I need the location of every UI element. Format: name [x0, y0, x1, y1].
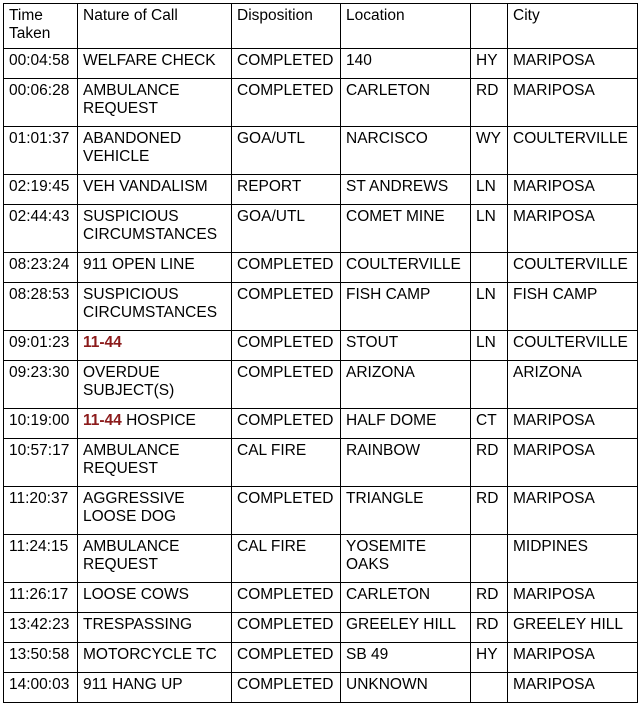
nature-text: WELFARE CHECK	[83, 52, 216, 69]
table-row	[4, 583, 638, 613]
cell-location: ST ANDREWS	[341, 175, 471, 205]
cell-location: NARCISCO	[341, 127, 471, 175]
cell-location: 140	[341, 49, 471, 79]
cell-city: FISH CAMP	[508, 283, 638, 331]
header-time-taken: Time Taken	[4, 4, 78, 49]
nature-text: SUSPICIOUS CIRCUMSTANCES	[83, 286, 218, 321]
table-header	[4, 4, 638, 49]
nature-text: SUSPICIOUS CIRCUMSTANCES	[83, 208, 218, 243]
table-row	[4, 673, 638, 703]
table-row	[4, 175, 638, 205]
cell-nature-of-call	[78, 79, 232, 127]
cell-location: YOSEMITE OAKS	[341, 535, 471, 583]
cell-time-taken: 08:28:53	[4, 283, 78, 331]
table-row	[4, 127, 638, 175]
cell-disposition: COMPLETED	[232, 613, 341, 643]
cell-street-suffix: WY	[471, 127, 508, 175]
cell-city: MARIPOSA	[508, 583, 638, 613]
cell-nature-of-call	[78, 613, 232, 643]
cell-disposition: GOA/UTL	[232, 205, 341, 253]
cell-time-taken: 02:19:45	[4, 175, 78, 205]
cell-disposition: REPORT	[232, 175, 341, 205]
nature-text: AMBULANCE REQUEST	[83, 82, 180, 117]
cell-city: COULTERVILLE	[508, 253, 638, 283]
cell-street-suffix: RD	[471, 487, 508, 535]
cell-nature-of-call	[78, 535, 232, 583]
cell-disposition: GOA/UTL	[232, 127, 341, 175]
cell-city: COULTERVILLE	[508, 127, 638, 175]
cell-nature-of-call	[78, 487, 232, 535]
cell-city: MARIPOSA	[508, 175, 638, 205]
table-row	[4, 613, 638, 643]
cell-city: GREELEY HILL	[508, 613, 638, 643]
cell-nature-of-call	[78, 331, 232, 361]
cell-city: MIDPINES	[508, 535, 638, 583]
table-row	[4, 253, 638, 283]
nature-text: 911 OPEN LINE	[83, 256, 195, 273]
nature-text: VEH VANDALISM	[83, 178, 208, 195]
cell-city: COULTERVILLE	[508, 331, 638, 361]
table-row	[4, 331, 638, 361]
nature-text: AMBULANCE REQUEST	[83, 442, 180, 477]
cell-location: UNKNOWN	[341, 673, 471, 703]
cell-location: STOUT	[341, 331, 471, 361]
table-row	[4, 643, 638, 673]
cell-street-suffix: HY	[471, 643, 508, 673]
cell-location: COULTERVILLE	[341, 253, 471, 283]
cell-street-suffix: HY	[471, 49, 508, 79]
cell-street-suffix	[471, 253, 508, 283]
cell-time-taken: 11:24:15	[4, 535, 78, 583]
header-street-suffix	[471, 4, 508, 49]
nature-text: AGGRESSIVE LOOSE DOG	[83, 490, 185, 525]
cell-location: CARLETON	[341, 79, 471, 127]
cell-city: MARIPOSA	[508, 205, 638, 253]
cell-location: HALF DOME	[341, 409, 471, 439]
cell-time-taken: 10:19:00	[4, 409, 78, 439]
cell-street-suffix: CT	[471, 409, 508, 439]
cell-disposition: COMPLETED	[232, 361, 341, 409]
cell-time-taken: 02:44:43	[4, 205, 78, 253]
cell-street-suffix: RD	[471, 583, 508, 613]
cell-nature-of-call	[78, 361, 232, 409]
cell-time-taken: 00:04:58	[4, 49, 78, 79]
cell-nature-of-call	[78, 205, 232, 253]
table-row	[4, 283, 638, 331]
nature-text: TRESPASSING	[83, 616, 193, 633]
call-log-table	[3, 3, 638, 703]
cell-nature-of-call	[78, 283, 232, 331]
cell-street-suffix	[471, 673, 508, 703]
nature-text: HOSPICE	[121, 412, 196, 429]
cell-disposition: COMPLETED	[232, 409, 341, 439]
cell-nature-of-call	[78, 49, 232, 79]
cell-time-taken: 14:00:03	[4, 673, 78, 703]
cell-street-suffix: LN	[471, 175, 508, 205]
cell-street-suffix: LN	[471, 331, 508, 361]
cell-city: MARIPOSA	[508, 79, 638, 127]
cell-street-suffix: LN	[471, 205, 508, 253]
cell-nature-of-call	[78, 409, 232, 439]
header-row	[4, 4, 638, 49]
table-row	[4, 535, 638, 583]
cell-nature-of-call	[78, 583, 232, 613]
call-code-highlight: 11-44	[83, 334, 122, 351]
cell-nature-of-call	[78, 439, 232, 487]
cell-city: MARIPOSA	[508, 643, 638, 673]
table-row	[4, 439, 638, 487]
cell-location: RAINBOW	[341, 439, 471, 487]
cell-city: MARIPOSA	[508, 673, 638, 703]
cell-disposition: COMPLETED	[232, 583, 341, 613]
table-row	[4, 487, 638, 535]
cell-time-taken: 01:01:37	[4, 127, 78, 175]
cell-street-suffix: RD	[471, 613, 508, 643]
cell-time-taken: 13:50:58	[4, 643, 78, 673]
nature-text: LOOSE COWS	[83, 586, 189, 603]
table-row	[4, 79, 638, 127]
cell-time-taken: 11:26:17	[4, 583, 78, 613]
cell-location: SB 49	[341, 643, 471, 673]
cell-city: MARIPOSA	[508, 487, 638, 535]
cell-location: FISH CAMP	[341, 283, 471, 331]
cell-city: MARIPOSA	[508, 409, 638, 439]
cell-nature-of-call	[78, 127, 232, 175]
cell-time-taken: 00:06:28	[4, 79, 78, 127]
cell-disposition: COMPLETED	[232, 283, 341, 331]
header-city: City	[508, 4, 638, 49]
cell-disposition: COMPLETED	[232, 487, 341, 535]
cell-disposition: COMPLETED	[232, 49, 341, 79]
header-location: Location	[341, 4, 471, 49]
cell-disposition: COMPLETED	[232, 331, 341, 361]
cell-time-taken: 09:01:23	[4, 331, 78, 361]
cell-city: MARIPOSA	[508, 49, 638, 79]
cell-disposition: COMPLETED	[232, 79, 341, 127]
table-body	[4, 49, 638, 703]
nature-text: ABANDONED VEHICLE	[83, 130, 182, 165]
cell-location: GREELEY HILL	[341, 613, 471, 643]
cell-disposition: COMPLETED	[232, 643, 341, 673]
cell-disposition: CAL FIRE	[232, 535, 341, 583]
cell-disposition: COMPLETED	[232, 673, 341, 703]
cell-location: COMET MINE	[341, 205, 471, 253]
nature-text: MOTORCYCLE TC	[83, 646, 217, 663]
cell-time-taken: 09:23:30	[4, 361, 78, 409]
cell-disposition: CAL FIRE	[232, 439, 341, 487]
nature-text: 911 HANG UP	[83, 676, 183, 693]
cell-time-taken: 13:42:23	[4, 613, 78, 643]
cell-city: MARIPOSA	[508, 439, 638, 487]
cell-street-suffix: RD	[471, 79, 508, 127]
cell-time-taken: 08:23:24	[4, 253, 78, 283]
table-row	[4, 409, 638, 439]
header-nature-of-call: Nature of Call	[78, 4, 232, 49]
call-code-highlight: 11-44	[83, 412, 122, 429]
cell-street-suffix: LN	[471, 283, 508, 331]
cell-city: ARIZONA	[508, 361, 638, 409]
cell-street-suffix	[471, 361, 508, 409]
nature-text: OVERDUE SUBJECT(S)	[83, 364, 175, 399]
cell-nature-of-call	[78, 643, 232, 673]
header-disposition: Disposition	[232, 4, 341, 49]
cell-nature-of-call	[78, 253, 232, 283]
table-row	[4, 361, 638, 409]
cell-time-taken: 10:57:17	[4, 439, 78, 487]
cell-location: CARLETON	[341, 583, 471, 613]
cell-time-taken: 11:20:37	[4, 487, 78, 535]
cell-location: ARIZONA	[341, 361, 471, 409]
table-row	[4, 205, 638, 253]
cell-nature-of-call	[78, 673, 232, 703]
nature-text: AMBULANCE REQUEST	[83, 538, 180, 573]
cell-location: TRIANGLE	[341, 487, 471, 535]
table-row	[4, 49, 638, 79]
cell-street-suffix	[471, 535, 508, 583]
cell-street-suffix: RD	[471, 439, 508, 487]
cell-disposition: COMPLETED	[232, 253, 341, 283]
cell-nature-of-call	[78, 175, 232, 205]
